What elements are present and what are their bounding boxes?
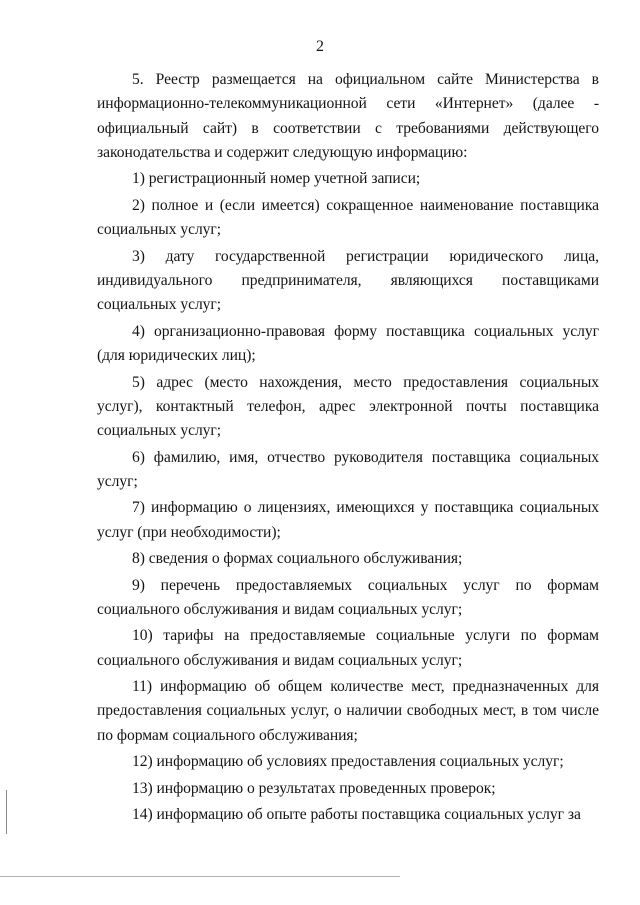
list-item-1: 1) регистрационный номер учетной записи; <box>132 170 421 188</box>
list-item-4: 4) организационно-правовая форму поставщика социальных услуг (для юридических лиц); <box>97 322 599 365</box>
scan-bottom-rule <box>0 876 400 877</box>
list-item-8: 8) сведения о формах социального обслуживания; <box>132 550 463 568</box>
page-number: 2 <box>316 38 324 55</box>
list-item-5: 5) адрес (место нахождения, место предоставления социальных услуг), контактный телефон, адрес электронной почты поставщика социальных услуг; <box>97 373 599 440</box>
paragraph-item-5: 5. Реестр размещается на официальном сайте Министерства в информационно-телекоммуникационной сети «Интернет» (далее - официальный сайт) в соответствии с требованиями действующего законодательства и содержит следующую информацию: <box>97 71 599 161</box>
list-item-10: 10) тарифы на предоставляемые социальные услуги по формам социального обслуживания и видам социальных услуг; <box>97 627 599 669</box>
document-body <box>97 68 599 830</box>
list-item-14: 14) информацию об опыте работы поставщика социальных услуг за <box>132 806 581 824</box>
list-item-7: 7) информацию о лицензиях, имеющихся у поставщика социальных услуг (при необходимости); <box>97 499 599 541</box>
list-item-2: 2) полное и (если имеется) сокращенное наименование поставщика социальных услуг; <box>97 196 599 239</box>
scan-margin-mark <box>6 790 7 834</box>
list-item-9: 9) перечень предоставляемых социальных услуг по формам социального обслуживания и видам социальных услуг; <box>97 576 599 618</box>
list-item-12: 12) информацию об условиях предоставления социальных услуг; <box>132 753 564 771</box>
list-item-13: 13) информацию о результатах проведенных проверок; <box>132 779 496 797</box>
list-item-3: 3) дату государственной регистрации юридического лица, индивидуального предпринимателя, являющихся поставщиками социальных услуг; <box>97 247 599 314</box>
list-item-11: 11) информацию об общем количестве мест, предназначенных для предоставления социальных услуг, о наличии свободных мест, в том числе по формам социального обслуживания; <box>97 678 599 744</box>
list-item-6: 6) фамилию, имя, отчество руководителя поставщика социальных услуг; <box>97 448 599 490</box>
